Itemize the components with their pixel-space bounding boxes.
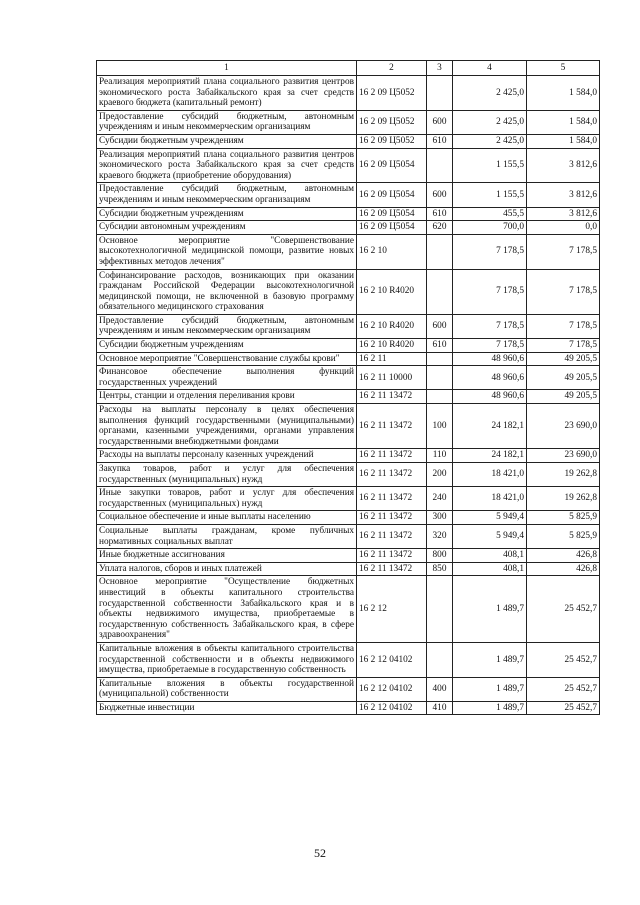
- cell-value-2: 7 178,5: [527, 314, 600, 338]
- cell-value-1: 1 155,5: [453, 148, 527, 183]
- cell-code: 16 2 11 10000: [357, 366, 427, 390]
- cell-value-1: 18 421,0: [453, 487, 527, 511]
- table-row: [97, 549, 600, 563]
- cell-value-1: 2 425,0: [453, 76, 527, 111]
- cell-code: 16 2 09 Ц5052: [357, 134, 427, 148]
- cell-expense-type: [427, 269, 453, 314]
- cell-code: 16 2 11 13472: [357, 524, 427, 548]
- cell-value-2: 23 690,0: [527, 404, 600, 449]
- cell-expense-type: 800: [427, 549, 453, 563]
- cell-code: 16 2 11 13472: [357, 562, 427, 576]
- cell-expense-type: [427, 390, 453, 404]
- cell-name: Расходы на выплаты персоналу в целях обеспечения выполнения функций государственными (муниципальными) органами, казенными учреждениями, органами управления государственными внебюджетными фондами: [97, 404, 357, 449]
- cell-expense-type: [427, 234, 453, 269]
- cell-name: Предоставление субсидий бюджетным, автономным учреждениям и иным некоммерческим организациям: [97, 110, 357, 134]
- cell-code: 16 2 12 04102: [357, 701, 427, 715]
- table-row: [97, 390, 600, 404]
- cell-name: Социальное обеспечение и иные выплаты населению: [97, 511, 357, 525]
- cell-value-2: 0,0: [527, 221, 600, 235]
- cell-value-1: 1 489,7: [453, 677, 527, 701]
- cell-code: 16 2 09 Ц5052: [357, 76, 427, 111]
- column-header-name: 1: [97, 61, 357, 76]
- cell-code: 16 2 09 Ц5054: [357, 221, 427, 235]
- cell-expense-type: 850: [427, 562, 453, 576]
- cell-name: Центры, станции и отделения переливания крови: [97, 390, 357, 404]
- cell-name: Предоставление субсидий бюджетным, автономным учреждениям и иным некоммерческим организациям: [97, 183, 357, 207]
- cell-name: Уплата налогов, сборов и иных платежей: [97, 562, 357, 576]
- cell-value-2: 1 584,0: [527, 134, 600, 148]
- cell-name: Бюджетные инвестиции: [97, 701, 357, 715]
- cell-code: 16 2 12: [357, 576, 427, 643]
- table-row: [97, 352, 600, 366]
- column-header-value-1: 4: [453, 61, 527, 76]
- cell-value-2: 49 205,5: [527, 390, 600, 404]
- cell-value-1: 1 155,5: [453, 183, 527, 207]
- cell-value-1: 1 489,7: [453, 642, 527, 677]
- table-row: [97, 487, 600, 511]
- cell-expense-type: 610: [427, 134, 453, 148]
- cell-code: 16 2 10 R4020: [357, 269, 427, 314]
- cell-value-2: 23 690,0: [527, 449, 600, 463]
- cell-value-2: 5 825,9: [527, 511, 600, 525]
- cell-expense-type: [427, 642, 453, 677]
- table-row: [97, 449, 600, 463]
- cell-value-2: 3 812,6: [527, 207, 600, 221]
- cell-expense-type: 620: [427, 221, 453, 235]
- cell-name: Социальные выплаты гражданам, кроме публичных нормативных социальных выплат: [97, 524, 357, 548]
- cell-expense-type: 400: [427, 677, 453, 701]
- budget-table-page: [96, 60, 599, 715]
- cell-expense-type: [427, 366, 453, 390]
- table-row: [97, 511, 600, 525]
- cell-name: Субсидии бюджетным учреждениям: [97, 207, 357, 221]
- table-row: [97, 366, 600, 390]
- cell-name: Основное мероприятие "Совершенствование службы крови": [97, 352, 357, 366]
- cell-name: Предоставление субсидий бюджетным, автономным учреждениям и иным некоммерческим организациям: [97, 314, 357, 338]
- cell-value-1: 48 960,6: [453, 390, 527, 404]
- table-header-row: [97, 61, 600, 76]
- cell-value-2: 25 452,7: [527, 677, 600, 701]
- table-row: [97, 269, 600, 314]
- table-row: [97, 524, 600, 548]
- cell-expense-type: [427, 148, 453, 183]
- cell-expense-type: 610: [427, 207, 453, 221]
- cell-code: 16 2 09 Ц5052: [357, 110, 427, 134]
- table-row: [97, 110, 600, 134]
- cell-value-1: 2 425,0: [453, 134, 527, 148]
- cell-value-1: 408,1: [453, 562, 527, 576]
- cell-value-2: 3 812,6: [527, 148, 600, 183]
- table-row: [97, 677, 600, 701]
- cell-expense-type: [427, 576, 453, 643]
- table-row: [97, 183, 600, 207]
- cell-value-1: 1 489,7: [453, 701, 527, 715]
- table-row: [97, 576, 600, 643]
- cell-name: Субсидии бюджетным учреждениям: [97, 339, 357, 353]
- cell-code: 16 2 09 Ц5054: [357, 183, 427, 207]
- cell-code: 16 2 10 R4020: [357, 314, 427, 338]
- table-body: [97, 76, 600, 715]
- cell-expense-type: 600: [427, 183, 453, 207]
- cell-name: Капитальные вложения в объекты капитального строительства государственной собственности и в объекты недвижимого имущества, приобретаемые в государственную собственность: [97, 642, 357, 677]
- cell-code: 16 2 11 13472: [357, 487, 427, 511]
- cell-code: 16 2 10 R4020: [357, 339, 427, 353]
- cell-code: 16 2 09 Ц5054: [357, 148, 427, 183]
- cell-value-1: 7 178,5: [453, 339, 527, 353]
- cell-expense-type: 100: [427, 404, 453, 449]
- table-row: [97, 207, 600, 221]
- cell-code: 16 2 12 04102: [357, 677, 427, 701]
- cell-code: 16 2 12 04102: [357, 642, 427, 677]
- table-row: [97, 642, 600, 677]
- table-row: [97, 404, 600, 449]
- cell-value-1: 24 182,1: [453, 449, 527, 463]
- cell-value-2: 7 178,5: [527, 339, 600, 353]
- cell-value-2: 5 825,9: [527, 524, 600, 548]
- cell-expense-type: [427, 76, 453, 111]
- table-row: [97, 134, 600, 148]
- cell-value-1: 455,5: [453, 207, 527, 221]
- cell-name: Реализация мероприятий плана социального развития центров экономического роста Забайкальского края за счет средств краевого бюджета (капитальный ремонт): [97, 76, 357, 111]
- cell-expense-type: 110: [427, 449, 453, 463]
- cell-value-2: 1 584,0: [527, 76, 600, 111]
- cell-value-1: 7 178,5: [453, 314, 527, 338]
- table-row: [97, 314, 600, 338]
- cell-expense-type: 410: [427, 701, 453, 715]
- cell-value-2: 19 262,8: [527, 487, 600, 511]
- cell-code: 16 2 11 13472: [357, 404, 427, 449]
- cell-value-1: 48 960,6: [453, 366, 527, 390]
- cell-expense-type: 320: [427, 524, 453, 548]
- cell-value-1: 7 178,5: [453, 269, 527, 314]
- table-row: [97, 701, 600, 715]
- table-row: [97, 234, 600, 269]
- cell-name: Основное мероприятие "Совершенствование высокотехнологичной медицинской помощи, развитие новых эффективных методов лечения": [97, 234, 357, 269]
- column-header-code: 2: [357, 61, 427, 76]
- cell-name: Субсидии автономным учреждениям: [97, 221, 357, 235]
- cell-expense-type: [427, 352, 453, 366]
- cell-code: 16 2 11: [357, 352, 427, 366]
- table-row: [97, 148, 600, 183]
- budget-table: [96, 60, 600, 715]
- cell-name: Реализация мероприятий плана социального развития центров экономического роста Забайкальского края за счет средств краевого бюджета (приобретение оборудования): [97, 148, 357, 183]
- cell-value-1: 24 182,1: [453, 404, 527, 449]
- cell-name: Субсидии бюджетным учреждениям: [97, 134, 357, 148]
- cell-value-1: 7 178,5: [453, 234, 527, 269]
- cell-code: 16 2 11 13472: [357, 463, 427, 487]
- cell-code: 16 2 09 Ц5054: [357, 207, 427, 221]
- column-header-type: 3: [427, 61, 453, 76]
- cell-value-2: 25 452,7: [527, 701, 600, 715]
- cell-expense-type: 600: [427, 314, 453, 338]
- cell-expense-type: 240: [427, 487, 453, 511]
- table-row: [97, 562, 600, 576]
- cell-expense-type: 300: [427, 511, 453, 525]
- cell-name: Иные закупки товаров, работ и услуг для обеспечения государственных (муниципальных) нужд: [97, 487, 357, 511]
- cell-value-1: 5 949,4: [453, 524, 527, 548]
- cell-value-2: 25 452,7: [527, 576, 600, 643]
- cell-value-2: 19 262,8: [527, 463, 600, 487]
- column-header-value-2: 5: [527, 61, 600, 76]
- cell-code: 16 2 10: [357, 234, 427, 269]
- cell-code: 16 2 11 13472: [357, 449, 427, 463]
- cell-code: 16 2 11 13472: [357, 549, 427, 563]
- cell-value-2: 7 178,5: [527, 234, 600, 269]
- cell-code: 16 2 11 13472: [357, 511, 427, 525]
- cell-value-1: 5 949,4: [453, 511, 527, 525]
- cell-name: Иные бюджетные ассигнования: [97, 549, 357, 563]
- table-row: [97, 221, 600, 235]
- cell-name: Основное мероприятие "Осуществление бюджетных инвестиций в объекты капитального строительства государственной собственности Забайкальского края и в объекты недвижимого имущества, приобретаемые в государственную собственность Забайкальского края, в сфере здравоохранения": [97, 576, 357, 643]
- cell-value-2: 49 205,5: [527, 352, 600, 366]
- cell-name: Софинансирование расходов, возникающих при оказании гражданам Российской Федерации высокотехнологичной медицинской помощи, не включенной в базовую программу обязательного медицинского страхования: [97, 269, 357, 314]
- cell-name: Финансовое обеспечение выполнения функций государственных учреждений: [97, 366, 357, 390]
- cell-expense-type: 200: [427, 463, 453, 487]
- cell-value-1: 700,0: [453, 221, 527, 235]
- cell-value-2: 3 812,6: [527, 183, 600, 207]
- page-number: 52: [314, 846, 326, 860]
- cell-expense-type: 600: [427, 110, 453, 134]
- cell-value-2: 49 205,5: [527, 366, 600, 390]
- table-row: [97, 76, 600, 111]
- cell-value-2: 426,8: [527, 562, 600, 576]
- cell-expense-type: 610: [427, 339, 453, 353]
- cell-name: Закупка товаров, работ и услуг для обеспечения государственных (муниципальных) нужд: [97, 463, 357, 487]
- table-row: [97, 339, 600, 353]
- table-row: [97, 463, 600, 487]
- cell-name: Капитальные вложения в объекты государственной (муниципальной) собственности: [97, 677, 357, 701]
- cell-value-2: 25 452,7: [527, 642, 600, 677]
- cell-value-1: 1 489,7: [453, 576, 527, 643]
- cell-value-1: 408,1: [453, 549, 527, 563]
- cell-value-1: 48 960,6: [453, 352, 527, 366]
- cell-value-2: 7 178,5: [527, 269, 600, 314]
- cell-name: Расходы на выплаты персоналу казенных учреждений: [97, 449, 357, 463]
- cell-value-1: 18 421,0: [453, 463, 527, 487]
- cell-value-2: 426,8: [527, 549, 600, 563]
- cell-value-1: 2 425,0: [453, 110, 527, 134]
- cell-value-2: 1 584,0: [527, 110, 600, 134]
- cell-code: 16 2 11 13472: [357, 390, 427, 404]
